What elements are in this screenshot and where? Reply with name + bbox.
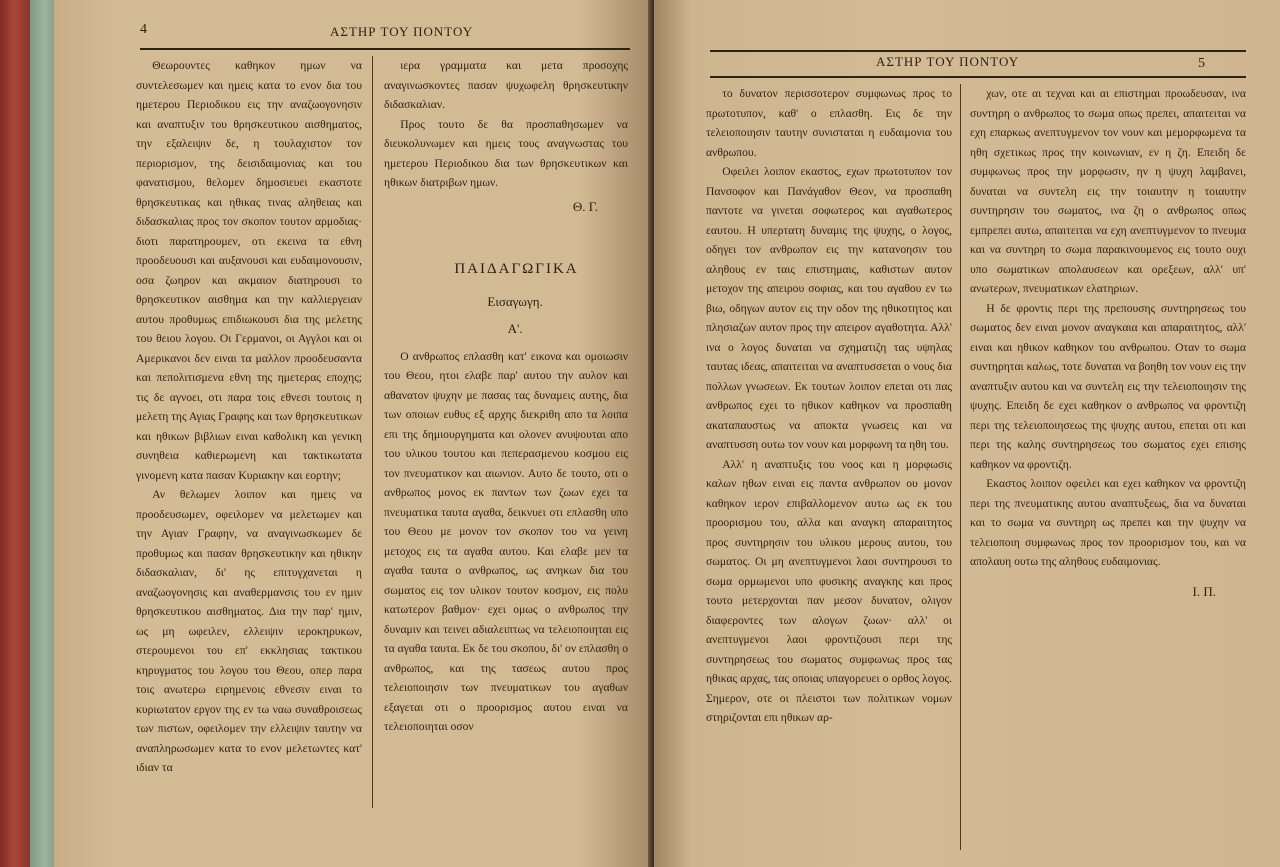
header-rule-right [710,76,1246,78]
paragraph: Αν θελωμεν λοιπον και ημεις να προοδευσωμεν, οφειλομεν να μελετωμεν και την Αγιαν Γραφην, να αναγινωσκωμεν δε προθυμως και πασαν θρησκευτικην και ηθικην διδασκαλιαν, δι' ης επιτυγχανεται η αναζωογονησις και αναθερμανσις του εν ημιν θρησκευτικου αισθηματος. Δια την παρ' ημιν, ως μη ωφειλεν, ελλειψιν ιεροκηρυκων, στερουμενοι του επ' εκκλησιας τακτικου κηρυγματος του λογου του Θεου, οπερ παρα τοις ανωτερω ειρημενοις εθνεσιν ειναι το κυριωτατον εργον της εν τω ναω συναθροισεως των πιστων, οφειλομεν την ελλειψιν ταυτην να αναπληρωσωμεν κατα το ενον μελετωντες κατ' ιδιαν τα [136,488,362,774]
right-page [654,0,1280,867]
left-page-column-2 [384,56,628,814]
header-rule-left [140,48,630,50]
paragraph: Αλλ' η αναπτυξις του νοος και η μορφωσις καλων ηθων ειναι εις παντα ανθρωπον ου μονον καθηκον ιερον επιβαλλομενον αυτω ως εκ του προορισμου του, αλλα και αναγκη απαραιτητος προς συντηρησιν του υλικου μερους αυτου, του σωματος. Οι μη ανεπτυγμενοι λαοι συντηρουσι το σωμα ορμωμενοι υπο φυσικης αναγκης και προς τουτο μετερχονται παν μεσον δυνατον, ολιγον διαφεροντες των αλογων ζωων· αλλ' οι ανεπτυγμενοι λαοι φροντιζουσι περι της συντηρησεως του σωματος συμφωνως προς τας ηθικας αρχας, τας οποιας υπαγορευει ο ορθος λογος. Σημερον, οτε οι πλειστοι των πολιτικων νομων στηριζονται επι ηθικων αρ- [706,457,952,724]
paragraph: Ο ανθρωπος επλασθη κατ' εικονα και ομοιωσιν του Θεου, ητοι ελαβε παρ' αυτου την αυλον και αθανατον ψυχην με πασας τας δυναμεις αυτης, δια των οποιων ευθυς εξ αρχης διεκριθη απο τα λοιπα επι της δημιουργηματα και ολονεν ανυψουται απο του υλικου τουτου και πεπερασμενου κοσμου εις τον πνευματικον και αιωνιον. Αυτο δε τουτο, οτι ο ανθρωπος μονος εκ παντων των ζωων εχει τα πνευματικα ταυτα αγαθα, δεικνυει οτι επλασθη υπο του Θεου με μονον τον σκοπον του να γεινη μετοχος εις τα αγαθα αυτου. Και ελαβε μεν τα αγαθα ταυτα ο ανθρωπος, ως ανηκων δια του σωματος εις τον υλικον τουτον κοσμον, εις πολυ κατωτερον βαθμον· εχει ομως ο ανθρωπος την δυναμιν και τεινει αδιαλειπτως να τελειοποιηται εις τα αγαθα ταυτα. Εκ δε του σκοπου, δι' ον επλασθη ο ανθρωπος, και της τασεως αυτου προς τελειοποιησιν των πνευματικων του αγαθων εξαγεται οτι ο προορισμος αυτου ειναι να τελειοποιηται οσον [384,349,628,733]
paragraph: Εκαστος λοιπον οφειλει και εχει καθηκον να φροντιζη περι της πνευματικης αυτου αναπτυξεως, δια να δυναται και το σωμα να συντηρη ως πρεπει και την ψυχην να τελειοποιη συμφωνως προς τον προορισμον του, και να απολαυη ουτω της αληθους ευδαιμονιας. [970,477,1246,568]
paragraph: Οφειλει λοιπον εκαστος, εχων πρωτοτυπον τον Πανσοφον και Πανάγαθον Θεον, να προσπαθη παντοτε να γινεται σοφωτερος και αγαθωτερος εαυτου. Η υπερτατη δυναμις της ψυχης, ο λογος, οδηγει τον ανθρωπον εις την κατανοησιν του αληθους εν ταις επιστημαις, καθιστων αυτον μετοχον της απειρου σοφιας, και του αγαθου εν τω βιω, οδηγων αυτον εις την οδον της ηθικοτητος και πλησιαζων αυτον προς την απειρον αγαθοτητα. Αλλ' ινα ο λογος δυναται να σχηματιζη τας υψηλας ταυτας ιδεας, απαιτειται να αναπτυσσεται ο νους δια πολλων γνωσεων. Εκ τουτων λοιπον επεται οτι πας ανθρωπος εχει το ηθικον καθηκον να προσπαθη ακαταπαυστως να αποκτα γνωσεις και να αναπτυσση ουτω τον νουν και μορφωνη τα ηθη του. [706,165,952,451]
paragraph: Η δε φροντις περι της πρεπουσης συντηρησεως του σωματος δεν ειναι μονον αναγκαια και απαραιτητος, αλλ' ειναι και ηθικον καθηκον του ανθρωπου. Οταν το σωμα συντηρηται καλως, τοτε δυναται να βοηθη τον νουν εις την αναπτυξιν αυτου και να συντελη εις την τελειοποιησιν της ψυχης. Επειδη δε εχει καθηκον ο ανθρωπος να φροντιζη περι της τελειοποιησεως της ψυχης αυτου, επεται οτι και περι της καλης συντηρησεως του σωματος εχει επισης καθηκον να φροντιζη. [970,301,1246,471]
signature-theta-gamma: Θ. Γ. [572,198,598,214]
paragraph: ιερα γραμματα και μετα προσοχης αναγινωσκοντες πασαν ψυχωφελη θρησκευτικην διδασκαλιαν. [384,59,628,111]
page-number-right: 5 [1198,56,1205,71]
column-divider-right [960,84,961,850]
left-page-column-1 [136,56,362,814]
running-head-left: ΑΣΤΗΡ ΤΟΥ ΠΟΝΤΟΥ [330,24,474,39]
book-spine-green [30,0,54,867]
signature-iota-pi: Ι. Π. [1192,583,1216,599]
section-subtitle: Εισαγωγη. [487,293,543,309]
left-page [54,0,652,867]
page-number-left: 4 [140,22,147,37]
section-title: ΠΑΙΔΑΓΩΓΙΚΑ [454,261,579,277]
header-rule-right-top [710,50,1246,52]
running-head-right: ΑΣΤΗΡ ΤΟΥ ΠΟΝΤΟΥ [876,54,1020,69]
paragraph: χων, οτε αι τεχναι και αι επιστημαι προωδευσαν, ινα συντηρη ο ανθρωπος το σωμα οπως πρεπει, απαιτειται να εχη επαρκως ανεπτυγμενον τον νουν και μεμορφωμενα τα ηθη σχετικως προς την κοινωνιαν, εν η ζη. Επειδη δε συμφωνως προς την μορφωσιν, ην η ψυχη λαμβανει, δυναται να συντελη εις την τοιαυτην η τοιαυτην συντηρησιν του σωματος, ινα ζη ο ανθρωπος οπως εμπρεπει αυτω, απαιτειται να εχη ανεπτυγμενον το πνευμα και να συντηρη το σωμα παρακινουμενος εις τουτο ουχι υπο σωματικων απολαυσεων και ορεξεων, αλλ' υπ' ανωτερων, πνευματικων ελατηριων. [970,87,1246,295]
right-page-column-2 [970,84,1246,854]
paragraph: Προς τουτο δε θα προσπαθησωμεν να διευκολυνωμεν και ημεις τους αναγνωστας του ημετερου Περιοδικου δια των θρησκευτικων και ηθικων διατριβων ημων. [384,117,628,189]
paragraph: Θεωρουντες καθηκον ημων να συντελεσωμεν και ημεις κατα το ενον δια του ημετερου Περιοδικου εις την αναζωογονησιν και αναπτυξιν του θρησκευτικου αισθηματος, την εξαλειψιν δε, η τουλαχιστον τον περιορισμον, της δεισιδαιμονιας και του φανατισμου, θελομεν δημοσιευει εκαστοτε θρησκευτικας και ηθικας τινας αληθειας και διδασκαλιας προς τον σκοπον τουτον αρμοδιας· διοτι παρατηρουμεν, οτι εκεινα τα εθνη προοδευουσι και αυξανουσι και ευδαιμονουσιν, οσα ζωηρον και ακμαιον διατηρουσι το θρησκευτικον αισθημα και την καλλιεργειαν αυτου προθυμως επιδιωκουσι δια της μελετης του θειου λογου. Οι Γερμανοι, οι Αγγλοι και οι Αμερικανοι δεν ειναι τα μαλλον προοδευσαντα και πεπολιτισμενα εθνη της ημετερας εποχης; τις δε αγνοει, οτι παρα τοις εθνεσι τουτοις η μελετη της Αγιας Γραφης και των θρησκευτικων και ηθικων βιβλιων ειναι καθολικη και γενικη συνηθεια καθιερωμενη και τακτικωτατα γινομενη κατα πασαν Κυριακην και εορτην; [136,59,362,482]
book-spine-red [0,0,30,867]
column-divider-left [372,56,373,808]
section-number: Α'. [507,321,523,336]
right-page-column-1 [706,84,952,854]
paragraph: το δυνατον περισσοτερον συμφωνως προς το πρωτοτυπον, καθ' ο επλασθη. Εις δε την τελειοποιησιν ταυτην συνισταται η ευδαιμονια του ανθρωπου. [706,87,952,159]
